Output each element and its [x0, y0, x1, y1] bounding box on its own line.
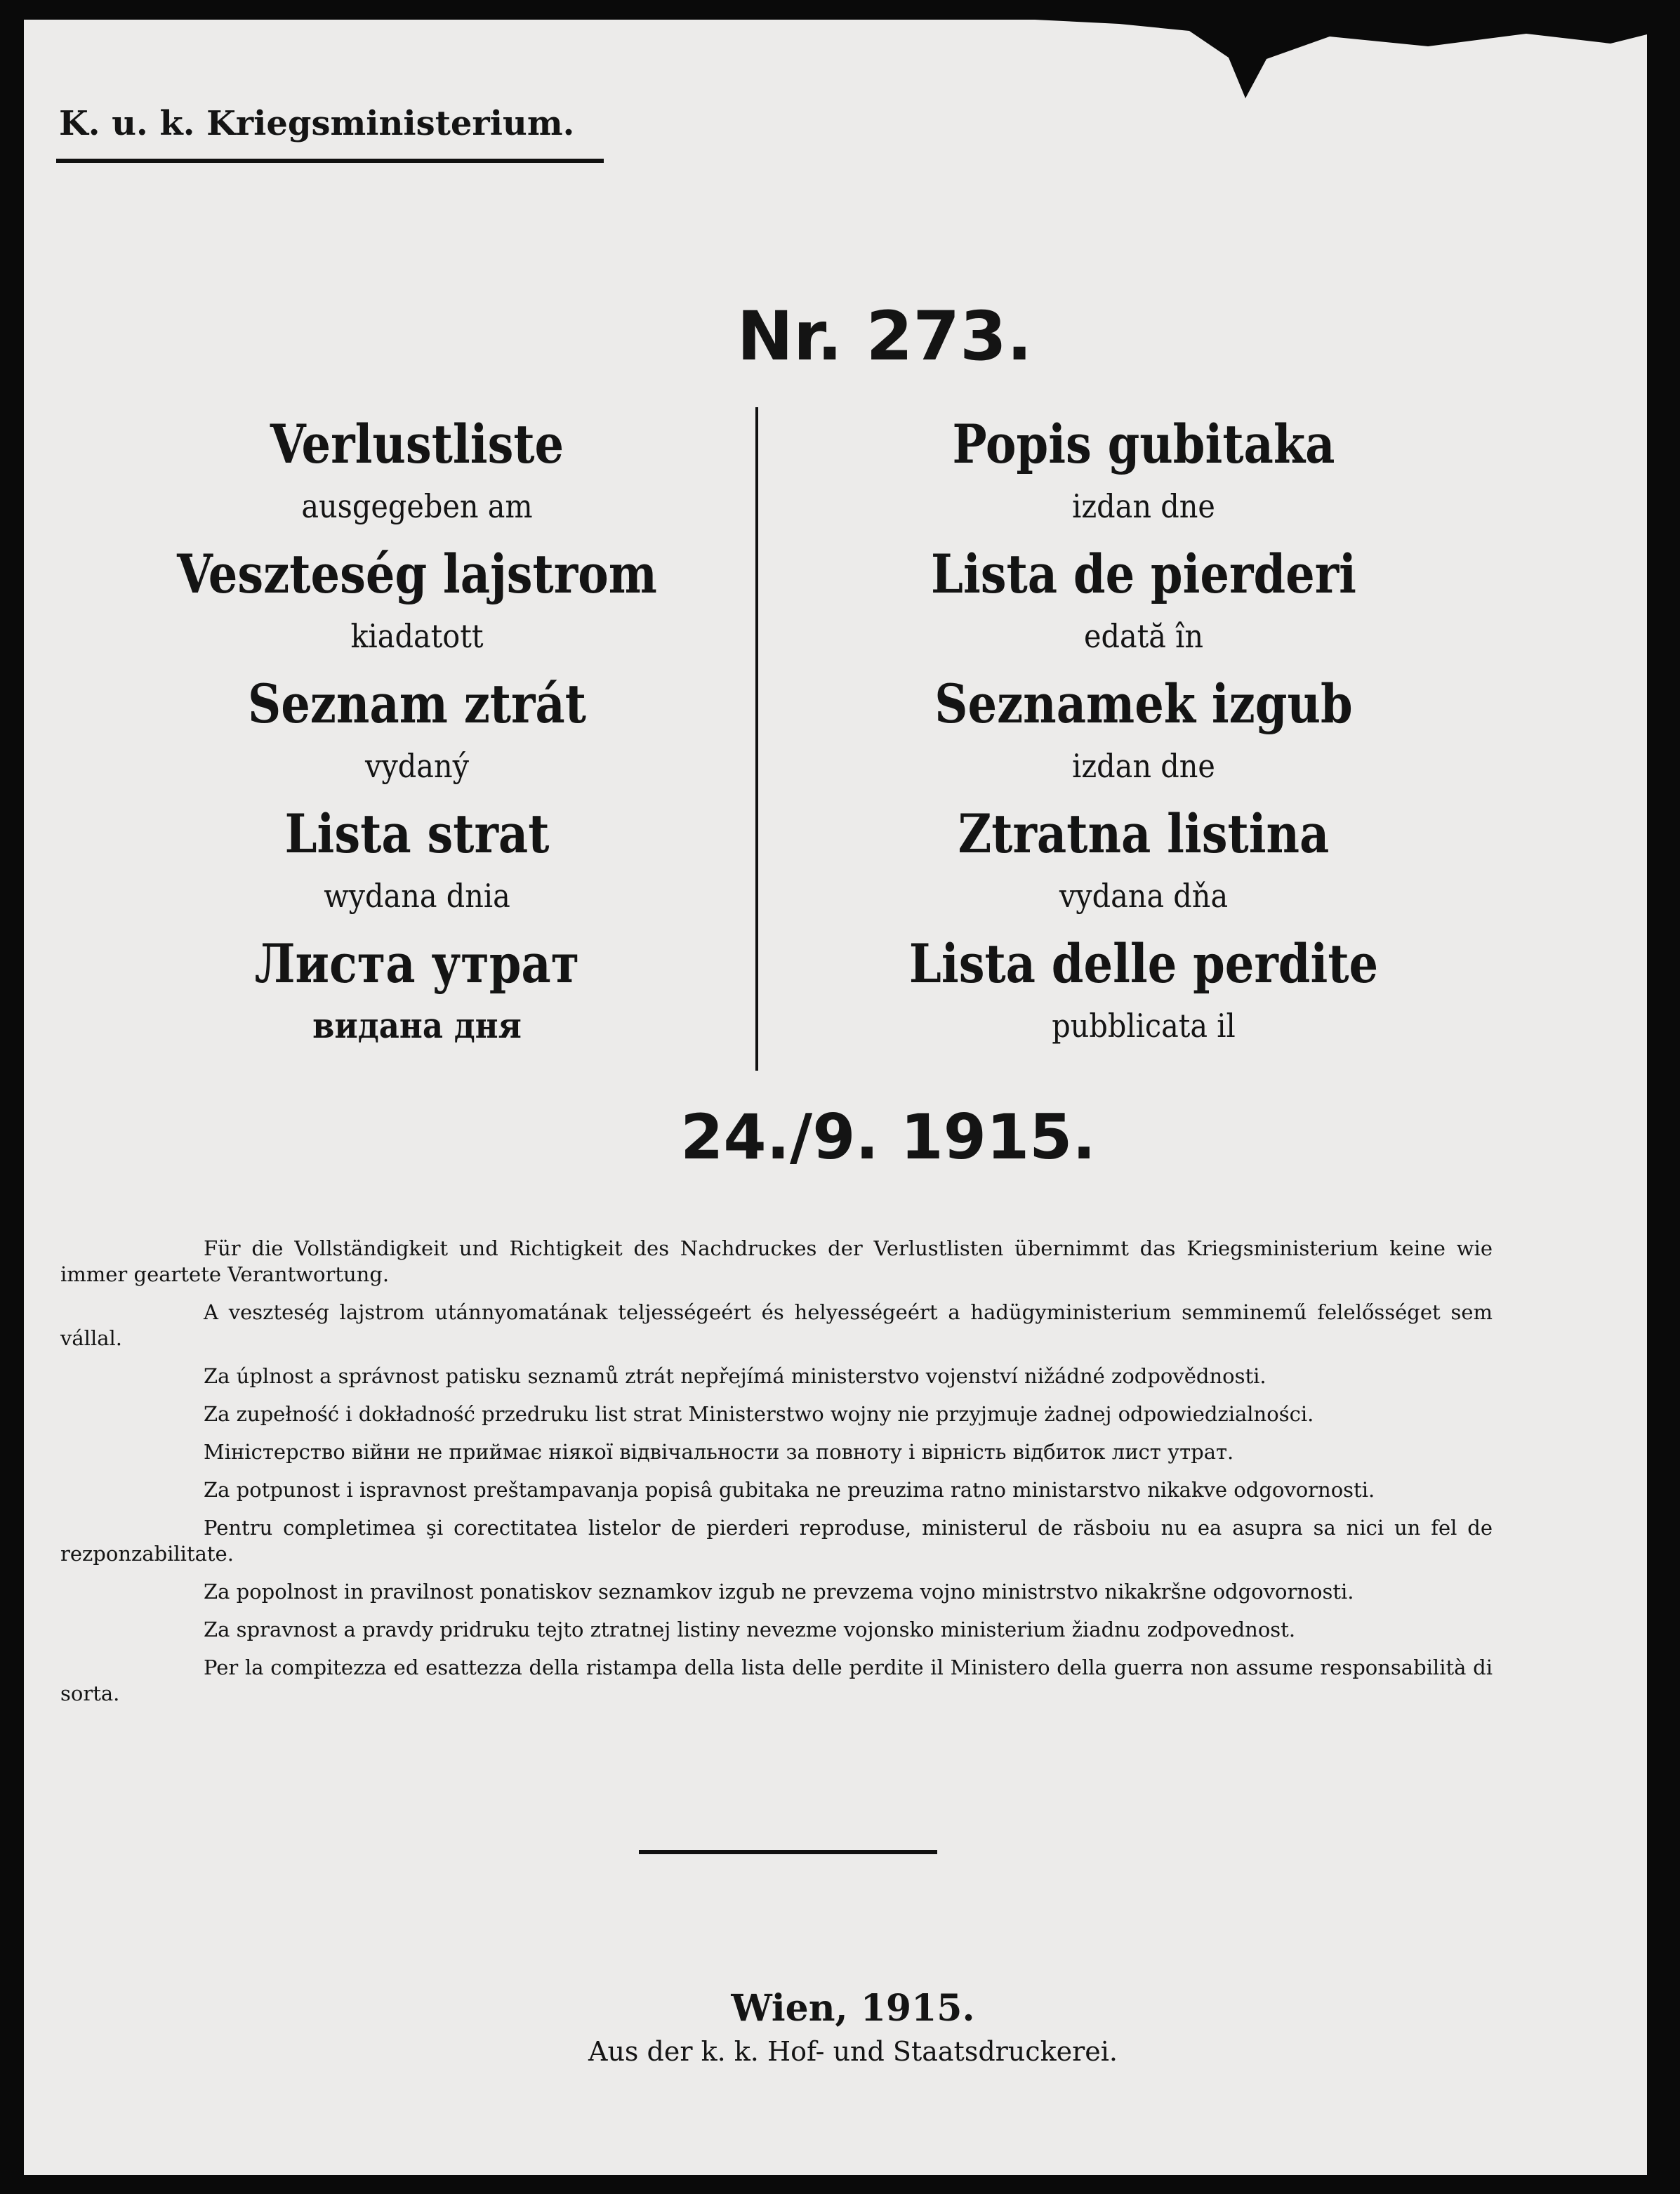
title-text: Seznamek izgub [934, 673, 1353, 735]
disclaimer-slovenian: Za popolnost in pravilnost ponatiskov seznamkov izgub ne prevzema vojno ministrstvo nikakršne odgovornosti. [204, 1580, 1354, 1604]
imprint-printer: Aus der k. k. Hof- und Staatsdruckerei. [588, 2036, 1118, 2067]
document-page [24, 20, 1647, 2175]
title-entry-croatian [793, 409, 1495, 539]
title-text: Ztratna listina [958, 802, 1330, 865]
subtitle-text: izdan dne [1072, 487, 1215, 525]
subtitle-text: vydana dňa [1059, 877, 1229, 915]
title-entry-italian [793, 929, 1495, 1059]
title-entry-romanian [793, 539, 1495, 669]
imprint-place: Wien, 1915. [731, 1987, 975, 2030]
column-divider [755, 407, 758, 1071]
subtitle-text: vydaný [364, 747, 470, 785]
disclaimer-ukrainian: Міністерство війни не приймає ніякої відвічальности за повноту і вірність відбиток лист утрат. [204, 1440, 1234, 1464]
title-text: Verlustliste [270, 413, 564, 475]
left-title-column [66, 409, 768, 1059]
ministry-header: K. u. k. Kriegsministerium. [59, 104, 575, 143]
title-entry-german [66, 409, 768, 539]
subtitle-text: pubblicata il [1052, 1007, 1236, 1045]
title-text: Seznam ztrát [248, 673, 586, 735]
subtitle-text: wydana dnia [324, 877, 510, 915]
title-entry-ukrainian [66, 929, 768, 1059]
title-entry-polish [66, 799, 768, 929]
title-text: Lista delle perdite [908, 932, 1379, 995]
torn-corner-mark [1035, 20, 1647, 100]
title-text: Lista strat [284, 802, 550, 865]
disclaimer-czech: Za úplnost a správnost patisku seznamů ztrát nepřejímá ministerstvo vojenství nižádné zodpovědnosti. [204, 1364, 1266, 1388]
subtitle-text: izdan dne [1072, 747, 1215, 785]
subtitle-text: edată în [1083, 617, 1204, 655]
title-entry-slovak [793, 799, 1495, 929]
issue-number: Nr. 273. [736, 297, 1033, 376]
disclaimer-italian: Per la compitezza ed esattezza della ristampa della lista delle perdite il Ministero della guerra non assume responsabilità di sorta. [60, 1656, 1493, 1705]
subtitle-text: kiadatott [350, 617, 484, 655]
title-entry-czech [66, 669, 768, 799]
title-text: Popis gubitaka [952, 413, 1335, 475]
disclaimer-polish: Za zupełność i dokładność przedruku list strat Ministerstwo wojny nie przyjmuje żadnej odpowiedzialności. [204, 1402, 1314, 1426]
disclaimer-hungarian: A veszteség lajstrom utánnyomatának teljességeért és helyességeért a hadügyministerium semminemű felelősséget sem vállal. [60, 1300, 1493, 1350]
right-title-column [793, 409, 1495, 1059]
subtitle-text: ausgegeben am [301, 487, 533, 525]
disclaimer-slovak: Za spravnost a pravdy pridruku tejto ztratnej listiny nevezme vojonsko ministerium žiadnu zodpovednost. [204, 1618, 1296, 1641]
disclaimer-romanian: Pentru completimea şi corectitatea listelor de pierderi reproduse, ministerul de răsboiu nu ea asupra sa nici un fel de rezponzabilitate. [60, 1516, 1493, 1566]
title-entry-hungarian [66, 539, 768, 669]
title-entry-slovenian [793, 669, 1495, 799]
publication-date: 24./9. 1915. [680, 1101, 1096, 1173]
subtitle-text: видана дня [312, 1005, 522, 1046]
header-underline [56, 159, 604, 163]
disclaimer-block [60, 1236, 1493, 1719]
title-text: Veszteség lajstrom [177, 543, 657, 605]
disclaimer-croatian: Za potpunost i ispravnost preštampavanja popisâ gubitaka ne preuzima ratno ministarstvo nikakve odgovornosti. [204, 1478, 1375, 1502]
closing-rule [639, 1850, 937, 1854]
title-text: Lista de pierderi [930, 543, 1357, 605]
disclaimer-german: Für die Vollständigkeit und Richtigkeit des Nachdruckes der Verlustlisten übernimmt das Kriegsministerium keine wie immer geartete Verantwortung. [60, 1236, 1493, 1286]
title-text: Листа утрат [254, 932, 580, 995]
